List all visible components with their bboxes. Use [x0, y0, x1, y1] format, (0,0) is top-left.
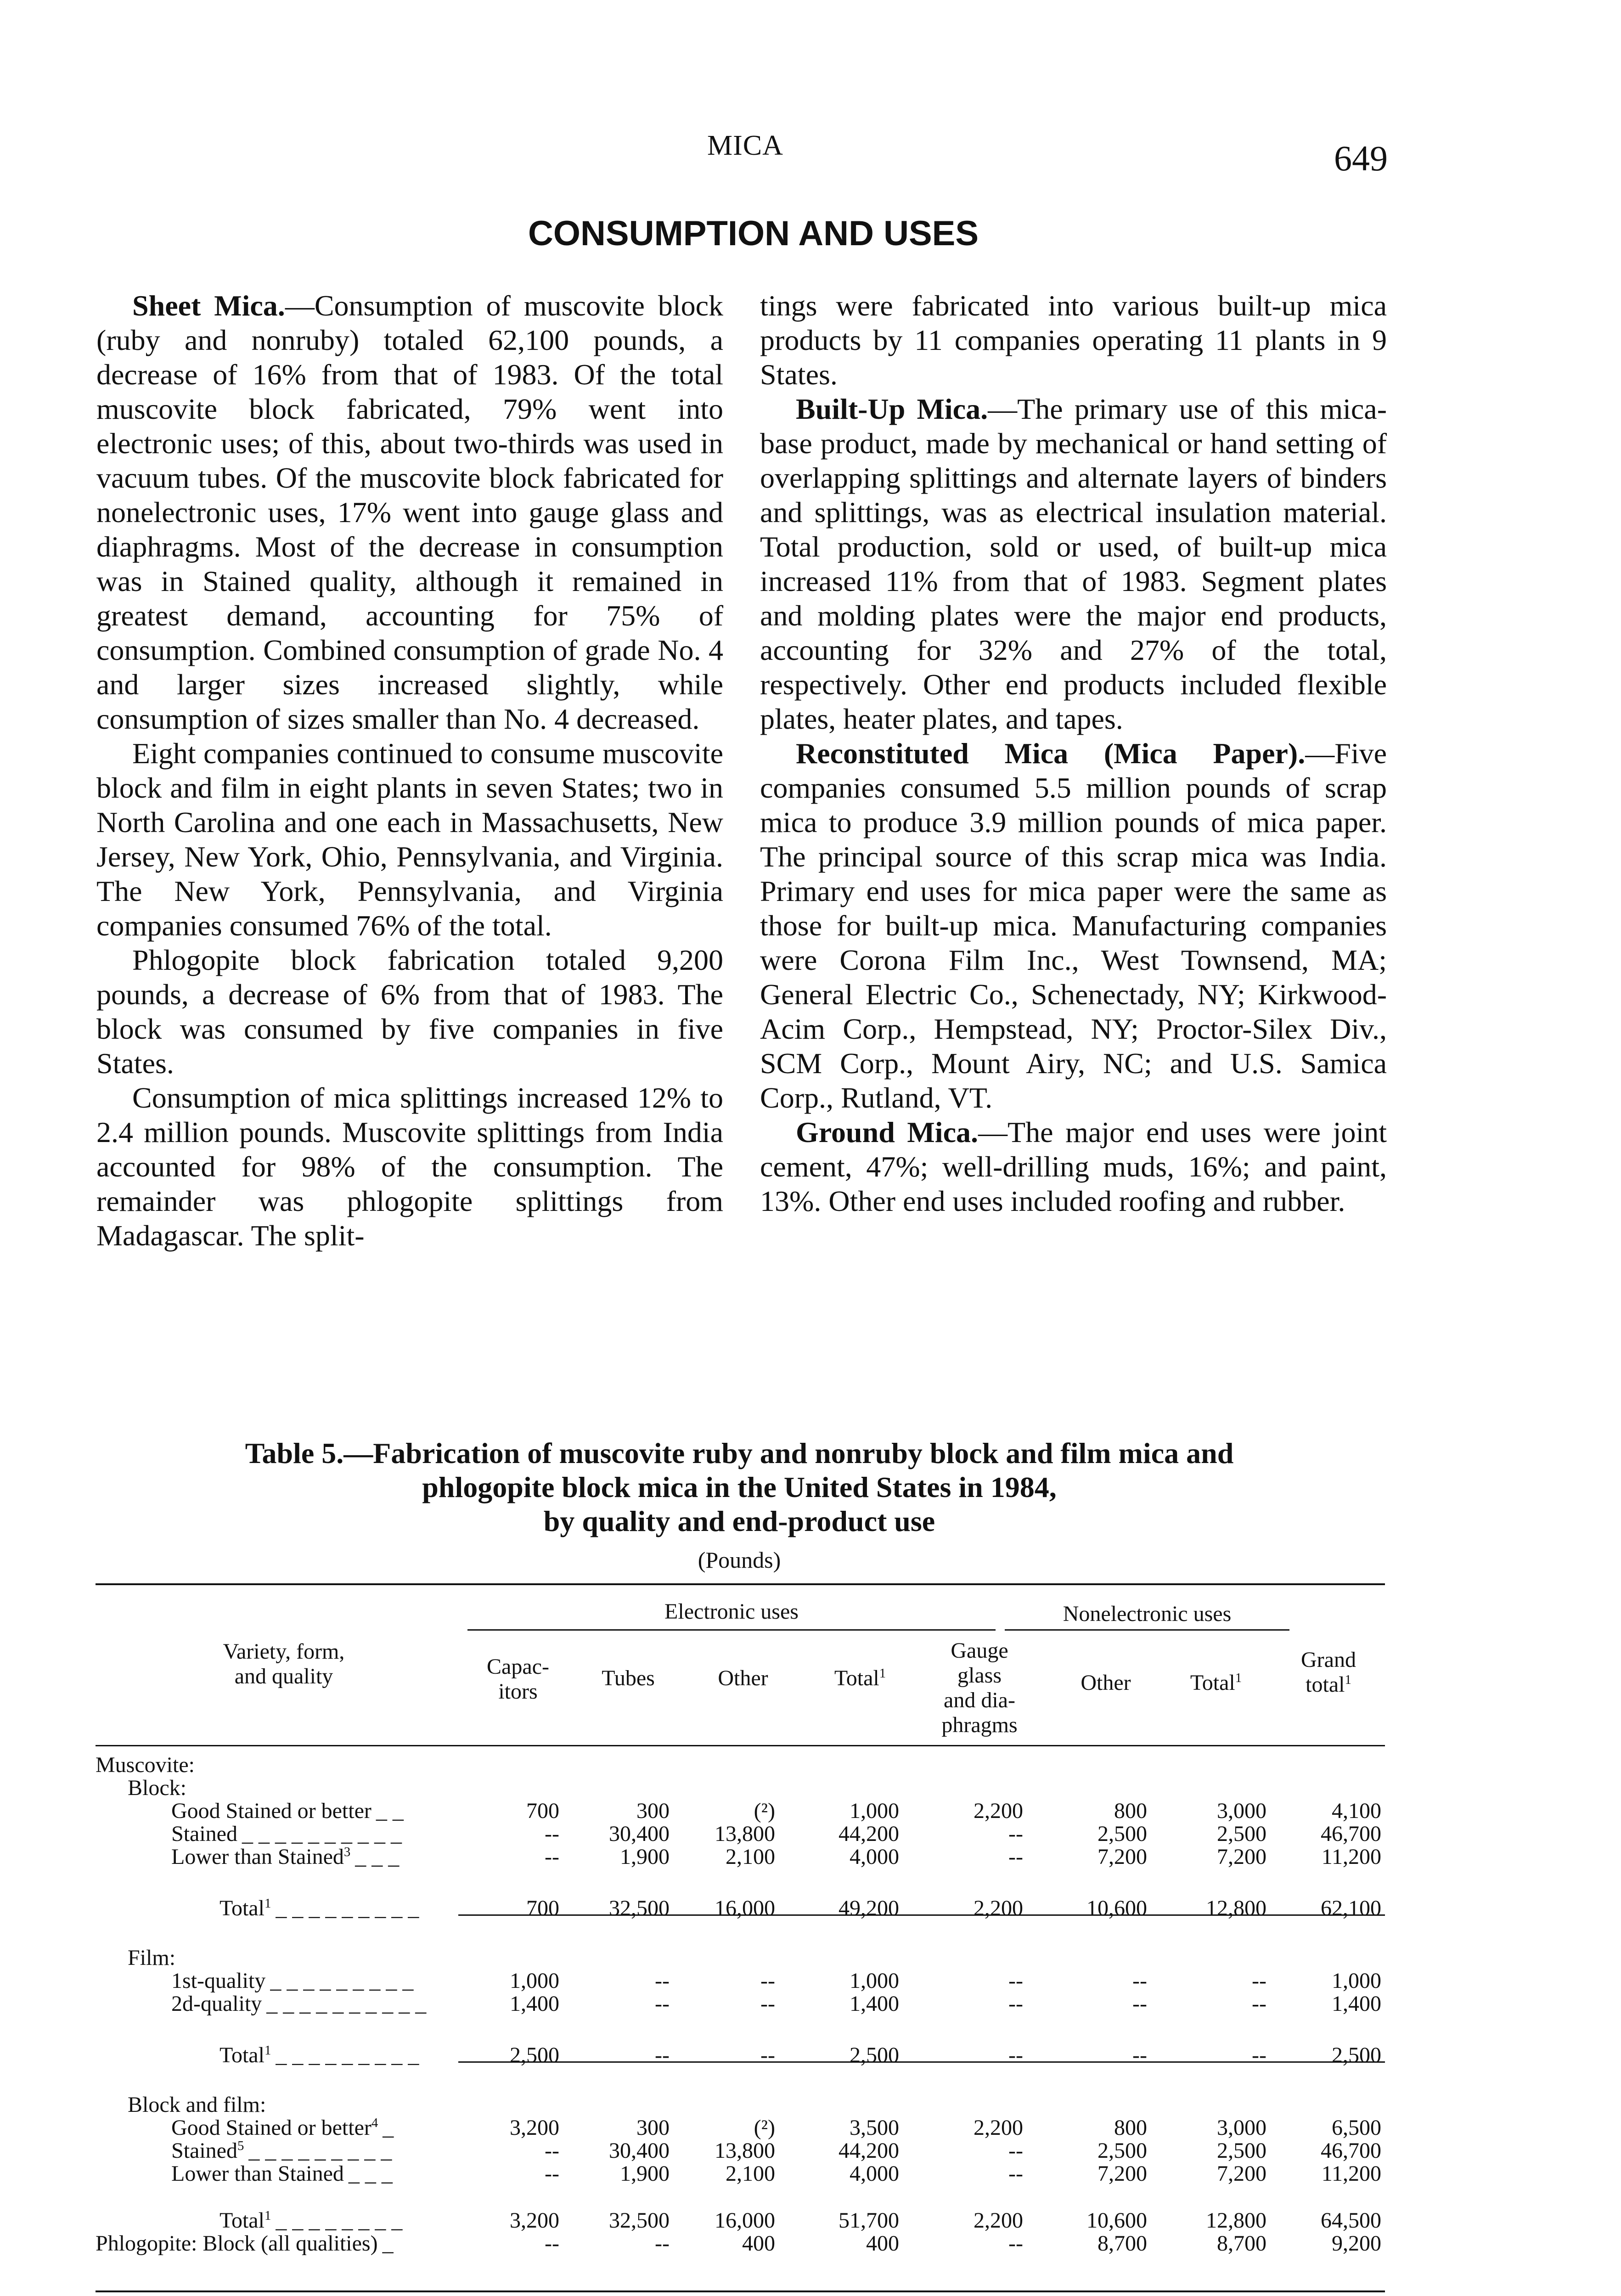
run-in-heading: Sheet Mica. [132, 289, 285, 322]
table-cell: 1,000 [850, 1969, 899, 1993]
table-cell: -- [1008, 2231, 1023, 2256]
table-cell: (²) [754, 1799, 775, 1823]
table-cell: 1,400 [510, 1992, 559, 2016]
table-cell: 12,800 [1206, 2208, 1266, 2233]
nonelectronic-span-rule [1005, 1629, 1289, 1631]
table-cell: 44,200 [839, 1822, 899, 1846]
table-cell: 8,700 [1098, 2231, 1147, 2256]
run-in-heading: Reconstituted Mica (Mica Paper). [796, 737, 1306, 770]
table-cell: 51,700 [839, 2208, 899, 2233]
table-cell: 11,200 [1321, 2161, 1381, 2186]
table-cell: 44,200 [839, 2138, 899, 2163]
row-label: Total$^1$ _ _ _ _ _ _ _ _ _ [220, 2043, 419, 2067]
data-table [96, 1583, 1385, 2293]
table-cell: -- [1008, 2138, 1023, 2163]
paragraph-splittings: Consumption of mica splittings increased 12% to 2.4 million pounds. Muscovite splittings from India accounted for 98% of the consumption. The remainder was phlogopite splittings from Madagascar. The split- [96, 1081, 723, 1252]
table-cell: 30,400 [609, 1822, 670, 1846]
table-cell: 46,700 [1321, 1822, 1381, 1846]
table-cell: 1,900 [620, 1845, 670, 1869]
table-cell: 400 [866, 2231, 899, 2256]
row-label: Stained _ _ _ _ _ _ _ _ _ _ [171, 1822, 402, 1846]
table-cell: 3,500 [850, 2116, 899, 2140]
table-cell: -- [1252, 1992, 1266, 2016]
table-cell: -- [655, 1992, 670, 2016]
table-cell: 2,200 [974, 1896, 1023, 1920]
leader-dots: _ _ _ [348, 2161, 393, 2186]
leader-dots: _ _ [376, 1799, 404, 1823]
table-cell: 16,000 [715, 1896, 775, 1920]
table-units: (Pounds) [698, 1547, 781, 1573]
leader-dots: _ _ _ [355, 1845, 400, 1869]
paragraph-sheet-mica [96, 288, 723, 736]
total-nonelectronic-header: Total$^1$ [1190, 1671, 1242, 1695]
table-cell: -- [1008, 2043, 1023, 2067]
table-cell: (²) [754, 2116, 775, 2140]
row-label: Phlogopite: Block (all qualities) _ [96, 2231, 394, 2256]
table-cell: 4,100 [1332, 1799, 1381, 1823]
paragraph-text: —Five companies consumed 5.5 million pounds of scrap mica to produce 3.9 million pounds of mica paper. The principal source of this scrap mica was India. Primary end uses for mica paper were the same as those for built-up mica. Manufacturing companies were Corona Film Inc., West Townsend, MA; General Electric Co., Schenectady, NY; Kirkwood-Acim Corp., Hempstead, NY; Proctor-Silex Div., SCM Corp., Mount Airy, NC; and U.S. Samica Corp., Rutland, VT. [760, 737, 1387, 1114]
table-cell: 800 [1114, 1799, 1147, 1823]
table-cell: 1,000 [1332, 1969, 1381, 1993]
other-electronic-header: Other [718, 1666, 768, 1690]
group-label-block-and-film: Block and film: [128, 2093, 266, 2117]
page-number: 649 [1334, 138, 1388, 178]
running-head: MICA [707, 130, 783, 161]
table-cell: 62,100 [1321, 1896, 1381, 1920]
table-cell: 2,200 [974, 1799, 1023, 1823]
table-cell: 2,500 [850, 2043, 899, 2067]
table-cell: 3,000 [1217, 2116, 1266, 2140]
table-bottom-rule [96, 2290, 1385, 2292]
table-cell: -- [1132, 1992, 1147, 2016]
caption-line: by quality and end-product use [543, 1505, 935, 1537]
leader-dots: _ _ _ _ _ _ _ _ _ [276, 1896, 419, 1920]
paragraph-text: —The major end uses were joint cement, 47%; well-drilling muds, 16%; and paint, 13%. Other end uses included roofing and rubber. [760, 1116, 1387, 1217]
table-cell: 13,800 [715, 2138, 775, 2163]
table-cell: 2,500 [1217, 1822, 1266, 1846]
table-cell: 9,200 [1332, 2231, 1381, 2256]
table-cell: 13,800 [715, 1822, 775, 1846]
table-cell: -- [655, 2043, 670, 2067]
paragraph-text: —Consumption of muscovite block (ruby and nonruby) totaled 62,100 pounds, a decrease of 16% from that of 1983. Of the total muscovite block fabricated, 79% went into electronic uses; of this, about two-thirds was used in vacuum tubes. Of the muscovite block fabricated for nonelectronic uses, 17% went into gauge glass and diaphragms. Most of the decrease in consumption was in Stained quality, although it remained in greatest demand, accounting for 75% of consumption. Combined consumption of grade No. 4 and larger sizes increased slightly, while consumption of sizes smaller than No. 4 decreased. [96, 289, 724, 735]
table-cell: -- [655, 2231, 670, 2256]
table-cell: 64,500 [1321, 2208, 1381, 2233]
leader-dots: _ [382, 2231, 394, 2256]
table-cell: 2,100 [726, 1845, 775, 1869]
table-cell: -- [655, 1969, 670, 1993]
total-electronic-header: Total$^1$ [834, 1666, 886, 1690]
other-nonelectronic-header: Other [1081, 1671, 1131, 1695]
row-label: Stained$^5$ _ _ _ _ _ _ _ _ _ [171, 2138, 392, 2163]
paragraph-text: —The primary use of this mica-base product, made by mechanical or hand setting of overlapping splittings and alternate layers of binders and splittings, was as electrical insulation material. Total production, sold or used, of built-up mica increased 11% from that of 1983. Segment plates and molding plates were the major end products, accounting for 32% and 27% of the total, respectively. Other end products included flexible plates, heater plates, and tapes. [760, 393, 1387, 735]
capacitors-header: Capac- itors [487, 1654, 549, 1704]
table-cell: -- [545, 2231, 559, 2256]
table-cell: 700 [526, 1896, 559, 1920]
table-cell: -- [1008, 2161, 1023, 2186]
table-cell: 6,500 [1332, 2116, 1381, 2140]
electronic-span-rule [467, 1629, 996, 1631]
left-column [96, 288, 723, 1253]
table-cell: 1,400 [850, 1992, 899, 2016]
table-cell: -- [1132, 1969, 1147, 1993]
leader-dots: _ _ _ _ _ _ _ _ _ _ [242, 1822, 402, 1846]
paragraph-companies: Eight companies continued to consume muscovite block and film in eight plants in seven States; two in North Carolina and one each in Massachusetts, New Jersey, New York, Ohio, Pennsylvania, and Virginia. The New York, Pennsylvania, and Virginia companies consumed 76% of the total. [96, 737, 723, 942]
table-cell: -- [1252, 2043, 1266, 2067]
table-cell: 32,500 [609, 1896, 670, 1920]
table-cell: 3,200 [510, 2208, 559, 2233]
leader-dots: _ _ _ _ _ _ _ _ [276, 2208, 403, 2233]
table-cell: 7,200 [1217, 2161, 1266, 2186]
leader-dots: _ _ _ _ _ _ _ _ _ _ [266, 1992, 427, 2016]
table-cell: 7,200 [1217, 1845, 1266, 1869]
leader-dots: _ [383, 2116, 394, 2140]
row-label: Total$^1$ _ _ _ _ _ _ _ _ [220, 2208, 403, 2233]
table-cell: -- [1008, 1969, 1023, 1993]
table-cell: 800 [1114, 2116, 1147, 2140]
table-caption [92, 1436, 1387, 1538]
group-label-block: Block: [128, 1776, 186, 1800]
table-cell: 10,600 [1086, 2208, 1147, 2233]
header-bottom-rule [96, 1745, 1385, 1746]
leader-dots: _ _ _ _ _ _ _ _ _ [276, 2043, 419, 2067]
table-cell: 4,000 [850, 2161, 899, 2186]
leader-dots: _ _ _ _ _ _ _ _ _ [248, 2138, 392, 2163]
grand-total-header: Grand total$^1$ [1301, 1648, 1356, 1697]
paragraph-built-up-mica [760, 392, 1387, 736]
run-in-heading: Ground Mica. [796, 1116, 978, 1148]
table-cell: -- [545, 1822, 559, 1846]
table-cell: -- [760, 1969, 775, 1993]
table-cell: 700 [526, 1799, 559, 1823]
row-label: Lower than Stained _ _ _ [171, 2161, 393, 2186]
table-cell: 300 [636, 2116, 670, 2140]
table-cell: 7,200 [1098, 2161, 1147, 2186]
row-label: Good Stained or better _ _ [171, 1799, 404, 1823]
row-label: Total$^1$ _ _ _ _ _ _ _ _ _ [220, 1896, 419, 1920]
stub-header: Variety, form, and quality [223, 1639, 345, 1688]
table-cell: -- [1132, 2043, 1147, 2067]
table-cell: 7,200 [1098, 1845, 1147, 1869]
row-label: 1st-quality _ _ _ _ _ _ _ _ _ [171, 1969, 414, 1993]
paragraph-mica-paper [760, 736, 1387, 1115]
table-cell: -- [760, 1992, 775, 2016]
row-label: Good Stained or better$^4$ _ [171, 2116, 394, 2140]
table-cell: 3,000 [1217, 1799, 1266, 1823]
run-in-heading: Built-Up Mica. [796, 393, 988, 425]
table-cell: 2,500 [510, 2043, 559, 2067]
table-cell: 2,200 [974, 2116, 1023, 2140]
nonelectronic-uses-header: Nonelectronic uses [1063, 1602, 1232, 1626]
table-cell: 32,500 [609, 2208, 670, 2233]
electronic-uses-header: Electronic uses [664, 1599, 799, 1624]
table-cell: -- [760, 2043, 775, 2067]
table-cell: 46,700 [1321, 2138, 1381, 2163]
caption-line: Table 5.—Fabrication of muscovite ruby and nonruby block and film mica and [245, 1437, 1234, 1469]
paragraph-phlogopite: Phlogopite block fabrication totaled 9,200 pounds, a decrease of 6% from that of 1983. The block was consumed by five companies in five States. [96, 944, 723, 1080]
table-cell: 2,500 [1098, 1822, 1147, 1846]
gauge-glass-header: Gauge glass and dia- phragms [941, 1638, 1018, 1737]
table-cell: 2,500 [1098, 2138, 1147, 2163]
table-cell: 16,000 [715, 2208, 775, 2233]
table-cell: 1,900 [620, 2161, 670, 2186]
table-cell: 8,700 [1217, 2231, 1266, 2256]
group-label-film: Film: [128, 1946, 176, 1970]
table-cell: -- [545, 2161, 559, 2186]
paragraph-ground-mica [760, 1115, 1387, 1218]
table-cell: 30,400 [609, 2138, 670, 2163]
caption-line: phlogopite block mica in the United States in 1984, [422, 1471, 1057, 1503]
table-cell: -- [1252, 1969, 1266, 1993]
table-cell: 2,500 [1217, 2138, 1266, 2163]
table-cell: 4,000 [850, 1845, 899, 1869]
table-cell: -- [1008, 1845, 1023, 1869]
table-cell: 3,200 [510, 2116, 559, 2140]
table-cell: 1,400 [1332, 1992, 1381, 2016]
table-cell: 2,200 [974, 2208, 1023, 2233]
leader-dots: _ _ _ _ _ _ _ _ _ [270, 1969, 414, 1993]
table-cell: 300 [636, 1799, 670, 1823]
paragraph-continued: tings were fabricated into various built-up mica products by 11 companies operating 11 plants in 9 States. [760, 289, 1387, 391]
row-label: Lower than Stained$^3$ _ _ _ [171, 1845, 400, 1869]
table-cell: -- [1008, 1992, 1023, 2016]
section-title: CONSUMPTION AND USES [528, 214, 979, 253]
table-cell: 12,800 [1206, 1896, 1266, 1920]
table-cell: 10,600 [1086, 1896, 1147, 1920]
table-cell: -- [545, 1845, 559, 1869]
group-label-muscovite: Muscovite: [96, 1753, 195, 1777]
table-cell: 49,200 [839, 1896, 899, 1920]
right-column [760, 288, 1387, 1218]
table-cell: 2,100 [726, 2161, 775, 2186]
table-cell: 11,200 [1321, 1845, 1381, 1869]
tubes-header: Tubes [602, 1666, 655, 1690]
row-label: 2d-quality _ _ _ _ _ _ _ _ _ _ [171, 1992, 427, 2016]
table-top-rule [96, 1583, 1385, 1585]
table-cell: 2,500 [1332, 2043, 1381, 2067]
table-cell: 400 [742, 2231, 775, 2256]
table-cell: -- [545, 2138, 559, 2163]
table-cell: 1,000 [510, 1969, 559, 1993]
table-cell: 1,000 [850, 1799, 899, 1823]
table-cell: -- [1008, 1822, 1023, 1846]
